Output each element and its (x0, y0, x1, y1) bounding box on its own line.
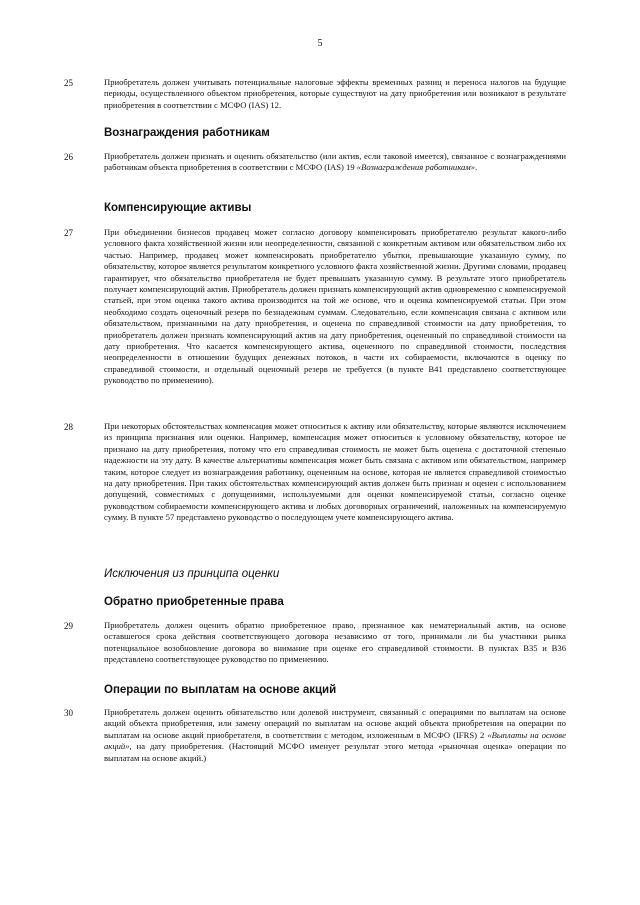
standard-reference: «Выплаты на основе акций» (104, 729, 566, 752)
heading-share-based-payments: Операции по выплатам на основе акций (104, 684, 337, 696)
paragraph-text: , на дату приобретения. (Настоящий МСФО именует результат этого метода «рыночная оценка» операции по выплатам на основе акций.) (104, 741, 566, 763)
paragraph-number: 27 (64, 228, 73, 238)
heading-employee-benefits: Вознаграждения работникам (104, 127, 270, 139)
paragraph-25: Приобретатель должен учитывать потенциальные налоговые эффекты временных разниц и переноса налогов на будущие периоды, осуществленного объектом приобретения, которые существуют на дату приобретения или возникают в результате приобретения в соответствии с МСФО (IAS) 12. (104, 77, 566, 110)
paragraph-27: При объединении бизнесов продавец может согласно договору компенсировать приобретателю результат какого-либо условного факта хозяйственной жизни или неопределенности, связанной с конкретным активом или обязательством либо их частью. Например, продавец может компенсировать приобретателю убытки, превышающие указанную сумму, по обязательству, которое является результатом конкретного условного факта хозяйственной жизни. Другими словами, продавец гарантирует, что обязательство приобретателя не будет превышать указанную сумму. В результате этого приобретатель получает компенсирующий актив. Приобретатель должен признать компенсирующий актив одновременно с компенсируемой статьей, при этом оценка такого актива производится на той же основе, что и оценка компенсируемой статьи. При этом необходимо создать оценочный резерв по безнадежным суммам. Следовательно, если компенсация связана с активом или обязательством, признанными на дату приобретения, и оценена по справедливой стоимости на дату приобретения, то приобретатель должен признать компенсирующий актив на дату приобретения, оцененный по справедливой стоимости на дату приобретения. Что касается компенсирующего актива, оцененного по справедливой стоимости, последствия неопределенности в отношении будущих денежных потоков, в части их собираемости, включаются в оценку по справедливой стоимости, и отдельный оценочный резерв не требуется (в пункте B41 представлено соответствующее руководство по применению). (104, 227, 566, 386)
paragraph-text: Приобретатель должен признать и оценить обязательство (или актив, если таковой имеется), связанное с вознаграждениями работникам объекта приобретения в соответствии с МСФО (IAS) 19 (104, 151, 566, 173)
heading-indemnification-assets: Компенсирующие активы (104, 202, 252, 214)
paragraph-30 (104, 707, 566, 764)
paragraph-number: 29 (64, 621, 73, 631)
page-number: 5 (317, 38, 323, 49)
paragraph-number: 25 (64, 78, 73, 88)
paragraph-29: Приобретатель должен оценить обратно приобретенное право, признанное как нематериальный актив, на основе оставшегося срока действия соответствующего договора независимо от того, принимали ли бы участники рынка потенциальное возобновление договора во внимание при оценке его справедливой стоимости. В пунктах B35 и B36 представлено соответствующее руководство по применению. (104, 620, 566, 665)
paragraph-28: При некоторых обстоятельствах компенсация может относиться к активу или обязательству, которые являются исключением из принципа признания или оценки. Например, компенсация может относиться к условному обязательству, которое не признано на дату приобретения, потому что его справедливая стоимость не может быть оценена с достаточной степенью надежности на эту дату. В качестве альтернативы компенсация может быть связана с активом или обязательством, например таким, которое следует из вознаграждения работнику, оцененным на основе, которая не является справедливой стоимостью на дату приобретения. При таких обстоятельствах компенсирующий актив должен быть признан и оценен с использованием допущений, совместимых с допущениями, используемыми для оценки компенсируемой статьи, согласно оценке руководством собираемости компенсирующего актива и любых договорных ограничений, наложенных на компенсируемую сумму. В пункте 57 представлено руководство о последующем учете компенсирующего актива. (104, 421, 566, 523)
paragraph-text: . (475, 162, 478, 173)
paragraph-number: 30 (64, 708, 73, 718)
heading-measurement-exceptions: Исключения из принципа оценки (104, 568, 280, 580)
paragraph-number: 26 (64, 152, 73, 162)
standard-reference: «Вознаграждения работникам» (356, 162, 476, 173)
paragraph-text: Приобретатель должен оценить обязательство или долевой инструмент, связанный с операциями по выплатам на основе акций объекта приобретения, или замену операций по выплатам на основе акций объекта приобретения на операции по выплатам на основе акций приобретателя, в соответствии с методом, изложенным в МСФО (IFRS) 2 (104, 707, 566, 740)
paragraph-26 (104, 151, 566, 174)
heading-reacquired-rights: Обратно приобретенные права (104, 596, 284, 608)
paragraph-number: 28 (64, 422, 73, 432)
